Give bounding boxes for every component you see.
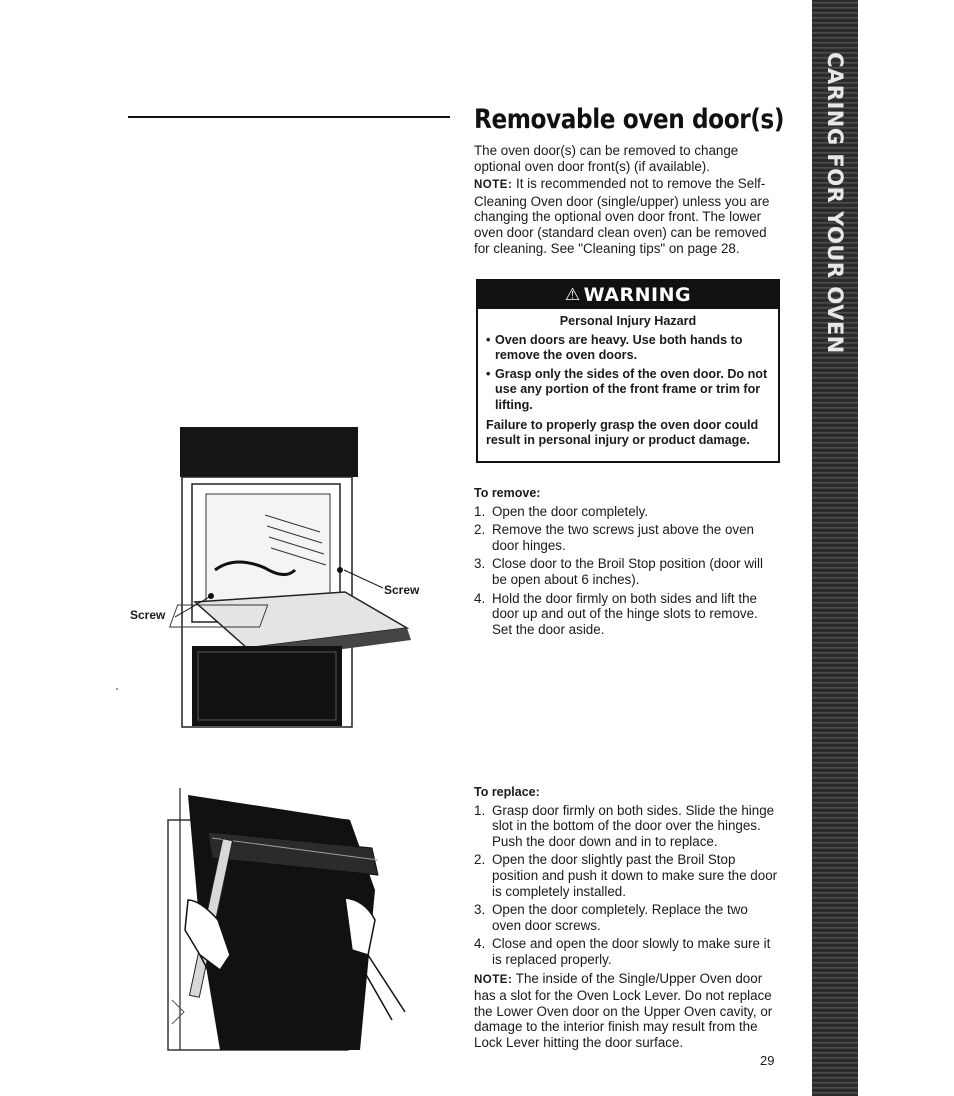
- warning-footer: Failure to properly grasp the oven door could result in personal injury or product damage.: [486, 417, 759, 448]
- warning-bullet-text: Oven doors are heavy. Use both hands to remove the oven doors.: [495, 332, 743, 363]
- step-text: Open the door completely. Replace the two oven door screws.: [492, 902, 748, 933]
- warning-header: [478, 281, 778, 309]
- warning-subtitle: Personal Injury Hazard: [559, 314, 697, 328]
- step-number: 4.: [474, 936, 486, 952]
- step-number: 1.: [474, 503, 486, 519]
- step-number: 2.: [474, 522, 486, 538]
- screw-label-right: Screw: [384, 583, 420, 597]
- step-text: Open the door completely.: [492, 503, 649, 519]
- to-remove-section: [474, 486, 779, 640]
- step-number: 3.: [474, 556, 486, 572]
- step-text: Remove the two screws just above the oven door hinges.: [492, 522, 754, 553]
- step-number: 2.: [474, 852, 486, 868]
- step-item: [474, 902, 779, 933]
- warning-triangle-icon: ⚠: [564, 285, 581, 305]
- warning-title: WARNING: [583, 284, 692, 306]
- replace-note: [474, 971, 779, 1051]
- intro-paragraph: The oven door(s) can be removed to change optional oven door front(s) (if available).: [474, 143, 739, 174]
- warning-bullet: [486, 333, 770, 364]
- section-title: Removable oven door(s): [474, 104, 785, 135]
- page-number: 29: [760, 1053, 775, 1068]
- step-item: [474, 504, 779, 520]
- bullet-icon: •: [486, 332, 491, 347]
- intro-note: [474, 176, 779, 256]
- step-text: Grasp door firmly on both sides. Slide the hinge slot in the bottom of the door over the hinges. Push the door down and in to replace.: [492, 802, 775, 849]
- step-text: Open the door slightly past the Broil Stop position and push it down to make sure the door is completely installed.: [492, 852, 778, 899]
- to-replace-section: [474, 785, 779, 1051]
- scan-speck: [116, 688, 118, 690]
- to-replace-heading: To replace:: [474, 785, 540, 799]
- step-number: 3.: [474, 902, 486, 918]
- to-remove-steps: [474, 504, 779, 638]
- to-remove-heading: To remove:: [474, 486, 541, 500]
- to-replace-steps: [474, 803, 779, 968]
- step-number: 1.: [474, 802, 486, 818]
- warning-bullet-text: Grasp only the sides of the oven door. Do not use any portion of the front frame or trim for lifting.: [495, 366, 768, 412]
- step-item: [474, 556, 779, 587]
- warning-box: [476, 279, 780, 463]
- step-item: [474, 936, 779, 967]
- intro-text: [474, 143, 779, 258]
- note-label: NOTE:: [474, 973, 513, 986]
- step-item: [474, 522, 779, 553]
- top-rule: [128, 116, 450, 118]
- section-sidebar-tab: [812, 0, 858, 1096]
- bullet-icon: •: [486, 366, 491, 381]
- step-item: [474, 852, 779, 899]
- step-item: [474, 591, 779, 638]
- warning-bullet: [486, 367, 770, 414]
- step-text: Close door to the Broil Stop position (door will be open about 6 inches).: [492, 556, 763, 587]
- oven-door-removal-illustration: [115, 420, 435, 740]
- note-text: The inside of the Single/Upper Oven door has a slot for the Oven Lock Lever. Do not replace the Lower Oven door on the Upper Oven cavity, or damage to the interior finish may result from the Lock Lever hitting the door surface.: [474, 970, 773, 1050]
- step-item: [474, 803, 779, 850]
- screw-label-left: Screw: [130, 608, 166, 622]
- sidebar-label: CARING FOR YOUR OVEN: [823, 52, 847, 354]
- door-lifting-illustration: [160, 780, 420, 1055]
- step-text: Hold the door firmly on both sides and lift the door up and out of the hinge slots to remove. Set the door aside.: [492, 590, 758, 637]
- note-label: NOTE:: [474, 179, 513, 192]
- step-number: 4.: [474, 590, 486, 606]
- note-text: It is recommended not to remove the Self-Cleaning Oven door (single/upper) unless you are changing the optional oven door front. The lower oven door (standard clean oven) can be removed for cleaning. See "Cleaning tips" on page 28.: [474, 176, 770, 256]
- warning-body: [478, 309, 778, 449]
- step-text: Close and open the door slowly to make sure it is replaced properly.: [492, 936, 771, 967]
